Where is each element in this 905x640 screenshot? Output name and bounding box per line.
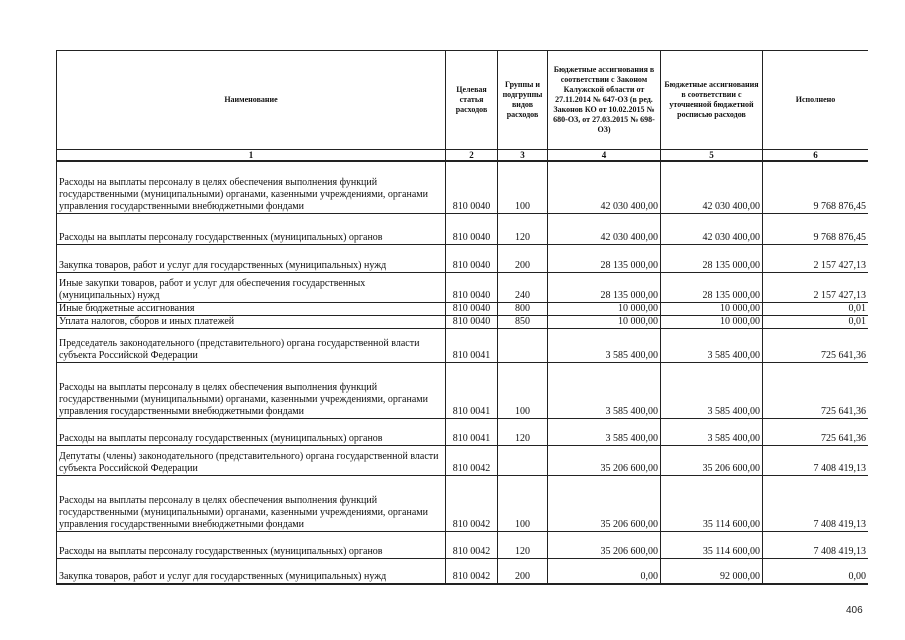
row-group-code: 200: [498, 244, 548, 272]
row-refined-amount: 10 000,00: [661, 315, 763, 328]
row-target-code: 810 0040: [446, 213, 498, 244]
table-row: [57, 445, 869, 475]
table-row: [57, 531, 869, 558]
row-name: Расходы на выплаты персоналу в целях обеспечения выполнения функций государственными (муниципальными) органами, казенными учреждениями, органами управления государственными внебюджетными фондами: [57, 161, 446, 213]
table-row: [57, 302, 869, 315]
row-target-code: 810 0040: [446, 315, 498, 328]
row-refined-amount: 92 000,00: [661, 558, 763, 584]
table-row: [57, 362, 869, 418]
row-target-code: 810 0040: [446, 161, 498, 213]
row-group-code: 850: [498, 315, 548, 328]
table-row: [57, 558, 869, 584]
row-group-code: 120: [498, 213, 548, 244]
row-name: Расходы на выплаты персоналу государственных (муниципальных) органов: [57, 531, 446, 558]
header-target-article: Целевая статья расходов: [446, 51, 498, 150]
column-number: 5: [661, 150, 763, 162]
table-row: [57, 161, 869, 213]
row-law-amount: 42 030 400,00: [548, 213, 661, 244]
table-row: [57, 328, 869, 362]
header-row: [57, 51, 869, 150]
row-law-amount: 10 000,00: [548, 302, 661, 315]
row-refined-amount: 42 030 400,00: [661, 161, 763, 213]
column-number: 4: [548, 150, 661, 162]
row-refined-amount: 10 000,00: [661, 302, 763, 315]
row-refined-amount: 35 114 600,00: [661, 475, 763, 531]
row-executed-amount: 0,00: [763, 558, 869, 584]
row-refined-amount: 28 135 000,00: [661, 244, 763, 272]
row-group-code: 120: [498, 531, 548, 558]
row-name: Иные бюджетные ассигнования: [57, 302, 446, 315]
row-executed-amount: 9 768 876,45: [763, 213, 869, 244]
row-target-code: 810 0042: [446, 531, 498, 558]
row-refined-amount: 42 030 400,00: [661, 213, 763, 244]
column-number: 1: [57, 150, 446, 162]
row-executed-amount: 0,01: [763, 302, 869, 315]
row-refined-amount: 35 206 600,00: [661, 445, 763, 475]
row-refined-amount: 3 585 400,00: [661, 328, 763, 362]
row-law-amount: 35 206 600,00: [548, 445, 661, 475]
row-law-amount: 3 585 400,00: [548, 362, 661, 418]
column-number: 2: [446, 150, 498, 162]
row-law-amount: 28 135 000,00: [548, 244, 661, 272]
row-group-code: [498, 445, 548, 475]
row-executed-amount: 7 408 419,13: [763, 531, 869, 558]
row-target-code: 810 0040: [446, 244, 498, 272]
row-law-amount: 3 585 400,00: [548, 418, 661, 445]
row-executed-amount: 7 408 419,13: [763, 445, 869, 475]
table-row: [57, 272, 869, 302]
row-law-amount: 28 135 000,00: [548, 272, 661, 302]
row-target-code: 810 0041: [446, 328, 498, 362]
row-refined-amount: 35 114 600,00: [661, 531, 763, 558]
row-law-amount: 42 030 400,00: [548, 161, 661, 213]
column-number: 3: [498, 150, 548, 162]
row-name: Уплата налогов, сборов и иных платежей: [57, 315, 446, 328]
header-name: Наименование: [57, 51, 446, 150]
row-executed-amount: 9 768 876,45: [763, 161, 869, 213]
table-row: [57, 418, 869, 445]
row-executed-amount: 725 641,36: [763, 328, 869, 362]
row-group-code: 100: [498, 475, 548, 531]
row-name: Расходы на выплаты персоналу государственных (муниципальных) органов: [57, 213, 446, 244]
row-name: Расходы на выплаты персоналу в целях обеспечения выполнения функций государственными (муниципальными) органами, казенными учреждениями, органами управления государственными внебюджетными фондами: [57, 475, 446, 531]
page-number: 406: [846, 605, 863, 616]
row-name: Председатель законодательного (представительного) органа государственной власти субъекта Российской Федерации: [57, 328, 446, 362]
row-name: Закупка товаров, работ и услуг для государственных (муниципальных) нужд: [57, 244, 446, 272]
row-name: Расходы на выплаты персоналу государственных (муниципальных) органов: [57, 418, 446, 445]
table-row: [57, 213, 869, 244]
row-target-code: 810 0040: [446, 302, 498, 315]
table-row: [57, 244, 869, 272]
row-group-code: 800: [498, 302, 548, 315]
row-group-code: 120: [498, 418, 548, 445]
row-target-code: 810 0042: [446, 475, 498, 531]
row-group-code: 240: [498, 272, 548, 302]
row-target-code: 810 0042: [446, 445, 498, 475]
row-law-amount: 35 206 600,00: [548, 531, 661, 558]
row-refined-amount: 28 135 000,00: [661, 272, 763, 302]
row-executed-amount: 7 408 419,13: [763, 475, 869, 531]
row-group-code: 100: [498, 362, 548, 418]
budget-execution-table: [56, 50, 868, 585]
table-row: [57, 475, 869, 531]
row-name: Депутаты (члены) законодательного (представительного) органа государственной власти субъекта Российской Федерации: [57, 445, 446, 475]
row-law-amount: 0,00: [548, 558, 661, 584]
table-row: [57, 315, 869, 328]
row-executed-amount: 2 157 427,13: [763, 272, 869, 302]
row-executed-amount: 2 157 427,13: [763, 244, 869, 272]
row-name: Иные закупки товаров, работ и услуг для обеспечения государственных (муниципальных) нужд: [57, 272, 446, 302]
row-group-code: [498, 328, 548, 362]
header-law-allocations: Бюджетные ассигнования в соответствии с Законом Калужской области от 27.11.2014 № 647-ОЗ (в ред. Законов КО от 10.02.2015 № 680-ОЗ, от 27.03.2015 № 698-ОЗ): [548, 51, 661, 150]
row-refined-amount: 3 585 400,00: [661, 418, 763, 445]
column-number: 6: [763, 150, 869, 162]
row-law-amount: 3 585 400,00: [548, 328, 661, 362]
row-name: Расходы на выплаты персоналу в целях обеспечения выполнения функций государственными (муниципальными) органами, казенными учреждениями, органами управления государственными внебюджетными фондами: [57, 362, 446, 418]
header-expense-groups: Группы и подгруппы видов расходов: [498, 51, 548, 150]
row-target-code: 810 0040: [446, 272, 498, 302]
row-executed-amount: 0,01: [763, 315, 869, 328]
row-name: Закупка товаров, работ и услуг для государственных (муниципальных) нужд: [57, 558, 446, 584]
row-group-code: 200: [498, 558, 548, 584]
row-refined-amount: 3 585 400,00: [661, 362, 763, 418]
row-target-code: 810 0041: [446, 418, 498, 445]
row-target-code: 810 0042: [446, 558, 498, 584]
row-law-amount: 35 206 600,00: [548, 475, 661, 531]
row-law-amount: 10 000,00: [548, 315, 661, 328]
row-executed-amount: 725 641,36: [763, 418, 869, 445]
budget-document: [56, 50, 868, 588]
row-executed-amount: 725 641,36: [763, 362, 869, 418]
row-target-code: 810 0041: [446, 362, 498, 418]
row-group-code: 100: [498, 161, 548, 213]
header-refined-allocations: Бюджетные ассигнования в соответствии с уточненной бюджетной росписью расходов: [661, 51, 763, 150]
header-executed: Исполнено: [763, 51, 869, 150]
column-number-row: [57, 150, 869, 162]
